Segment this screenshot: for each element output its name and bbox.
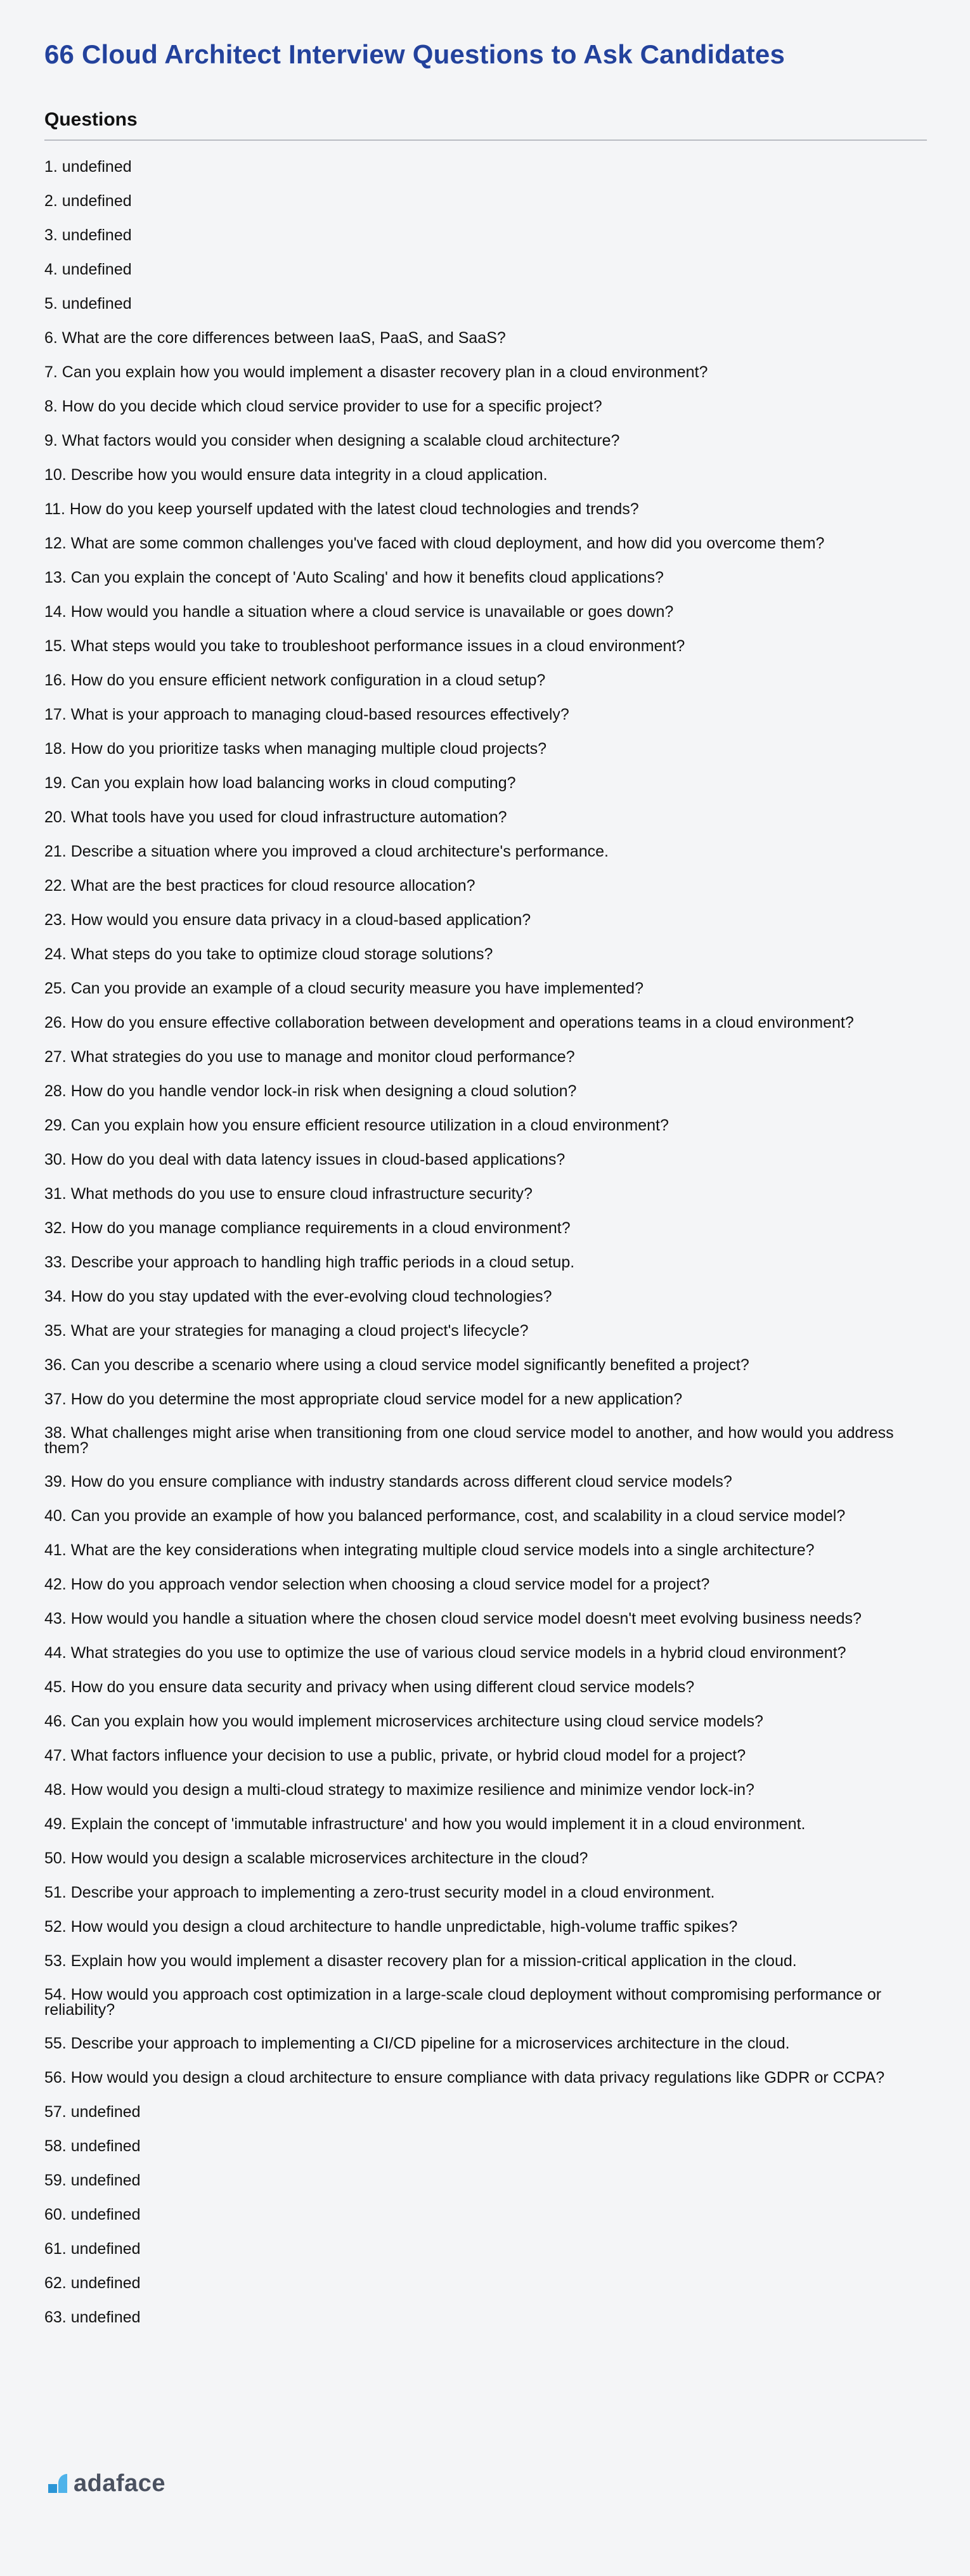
question-item: 61. undefined xyxy=(44,2240,141,2258)
question-item: 21. Describe a situation where you improved a cloud architecture's performance. xyxy=(44,843,609,860)
question-item: 62. undefined xyxy=(44,2274,141,2292)
question-item: 60. undefined xyxy=(44,2206,141,2223)
question-item: 3. undefined xyxy=(44,226,132,244)
question-item: 2. undefined xyxy=(44,192,132,210)
question-item: 58. undefined xyxy=(44,2137,141,2155)
question-item: 6. What are the core differences between IaaS, PaaS, and SaaS? xyxy=(44,329,506,347)
question-item: 5. undefined xyxy=(44,295,132,313)
question-item: 26. How do you ensure effective collaboration between development and operations teams in a cloud environment? xyxy=(44,1014,854,1032)
question-item: 17. What is your approach to managing cloud-based resources effectively? xyxy=(44,706,569,723)
question-item: 28. How do you handle vendor lock-in risk when designing a cloud solution? xyxy=(44,1082,577,1100)
adaface-logo[interactable] xyxy=(48,2471,165,2496)
question-item: 46. Can you explain how you would implement microservices architecture using cloud service models? xyxy=(44,1712,763,1730)
question-item: 38. What challenges might arise when transitioning from one cloud service model to another, and how would you address them? xyxy=(44,1424,894,1457)
page-title: 66 Cloud Architect Interview Questions to Ask Candidates xyxy=(44,39,786,69)
question-item: 8. How do you decide which cloud service provider to use for a specific project? xyxy=(44,398,602,415)
question-item: 50. How would you design a scalable microservices architecture in the cloud? xyxy=(44,1849,588,1867)
question-item: 14. How would you handle a situation where a cloud service is unavailable or goes down? xyxy=(44,603,674,621)
question-item: 10. Describe how you would ensure data integrity in a cloud application. xyxy=(44,466,548,484)
question-item: 24. What steps do you take to optimize cloud storage solutions? xyxy=(44,945,493,963)
question-item: 49. Explain the concept of 'immutable infrastructure' and how you would implement it in a cloud environment. xyxy=(44,1815,806,1833)
question-item: 37. How do you determine the most appropriate cloud service model for a new application? xyxy=(44,1390,683,1408)
question-item: 52. How would you design a cloud architecture to handle unpredictable, high-volume traffic spikes? xyxy=(44,1918,738,1936)
question-item: 9. What factors would you consider when designing a scalable cloud architecture? xyxy=(44,432,620,450)
question-item: 11. How do you keep yourself updated with the latest cloud technologies and trends? xyxy=(44,500,639,518)
question-item: 57. undefined xyxy=(44,2103,141,2121)
question-item: 13. Can you explain the concept of 'Auto Scaling' and how it benefits cloud applications? xyxy=(44,569,664,586)
question-item: 33. Describe your approach to handling high traffic periods in a cloud setup. xyxy=(44,1253,575,1271)
question-item: 22. What are the best practices for cloud resource allocation? xyxy=(44,877,475,895)
question-item: 63. undefined xyxy=(44,2308,141,2326)
question-item: 43. How would you handle a situation where the chosen cloud service model doesn't meet evolving business needs? xyxy=(44,1610,862,1628)
question-item: 32. How do you manage compliance requirements in a cloud environment? xyxy=(44,1219,571,1237)
question-item: 44. What strategies do you use to optimize the use of various cloud service models in a hybrid cloud environment? xyxy=(44,1644,846,1662)
question-item: 16. How do you ensure efficient network configuration in a cloud setup? xyxy=(44,671,546,689)
question-item: 45. How do you ensure data security and privacy when using different cloud service models? xyxy=(44,1678,695,1696)
question-item: 54. How would you approach cost optimization in a large-scale cloud deployment without compromising performance or reliability? xyxy=(44,1986,882,2019)
questions-list xyxy=(44,159,927,2343)
question-item: 36. Can you describe a scenario where using a cloud service model significantly benefited a project? xyxy=(44,1356,749,1374)
question-item: 47. What factors influence your decision to use a public, private, or hybrid cloud model for a project? xyxy=(44,1747,746,1764)
question-item: 34. How do you stay updated with the ever-evolving cloud technologies? xyxy=(44,1288,552,1305)
question-item: 56. How would you design a cloud architecture to ensure compliance with data privacy regulations like GDPR or CCPA? xyxy=(44,2069,885,2087)
adaface-logo-text: adaface xyxy=(74,2469,166,2497)
question-item: 35. What are your strategies for managing a cloud project's lifecycle? xyxy=(44,1322,529,1340)
question-item: 1. undefined xyxy=(44,158,132,176)
question-item: 53. Explain how you would implement a disaster recovery plan for a mission-critical application in the cloud. xyxy=(44,1952,797,1970)
question-item: 25. Can you provide an example of a cloud security measure you have implemented? xyxy=(44,980,643,997)
section-divider xyxy=(44,139,927,141)
question-item: 30. How do you deal with data latency issues in cloud-based applications? xyxy=(44,1151,566,1168)
question-item: 39. How do you ensure compliance with industry standards across different cloud service models? xyxy=(44,1473,732,1491)
question-item: 23. How would you ensure data privacy in a cloud-based application? xyxy=(44,911,531,929)
question-item: 27. What strategies do you use to manage and monitor cloud performance? xyxy=(44,1048,575,1066)
section-heading-questions: Questions xyxy=(44,109,138,130)
question-item: 7. Can you explain how you would implement a disaster recovery plan in a cloud environment? xyxy=(44,363,708,381)
question-item: 31. What methods do you use to ensure cloud infrastructure security? xyxy=(44,1185,533,1203)
question-item: 41. What are the key considerations when integrating multiple cloud service models into a single architecture? xyxy=(44,1541,815,1559)
question-item: 4. undefined xyxy=(44,261,132,278)
question-item: 12. What are some common challenges you've faced with cloud deployment, and how did you overcome them? xyxy=(44,534,825,552)
question-item: 59. undefined xyxy=(44,2171,141,2189)
question-item: 18. How do you prioritize tasks when managing multiple cloud projects? xyxy=(44,740,547,758)
question-item: 19. Can you explain how load balancing works in cloud computing? xyxy=(44,774,516,792)
question-item: 42. How do you approach vendor selection when choosing a cloud service model for a project? xyxy=(44,1576,710,1593)
question-item: 15. What steps would you take to troubleshoot performance issues in a cloud environment? xyxy=(44,637,685,655)
adaface-logo-icon xyxy=(48,2474,67,2493)
question-item: 55. Describe your approach to implementing a CI/CD pipeline for a microservices architecture in the cloud. xyxy=(44,2035,790,2052)
question-item: 20. What tools have you used for cloud infrastructure automation? xyxy=(44,808,507,826)
question-item: 40. Can you provide an example of how you balanced performance, cost, and scalability in a cloud service model? xyxy=(44,1507,846,1525)
question-item: 51. Describe your approach to implementing a zero-trust security model in a cloud environment. xyxy=(44,1884,715,1901)
question-item: 48. How would you design a multi-cloud strategy to maximize resilience and minimize vendor lock-in? xyxy=(44,1781,754,1799)
question-item: 29. Can you explain how you ensure efficient resource utilization in a cloud environment? xyxy=(44,1116,669,1134)
